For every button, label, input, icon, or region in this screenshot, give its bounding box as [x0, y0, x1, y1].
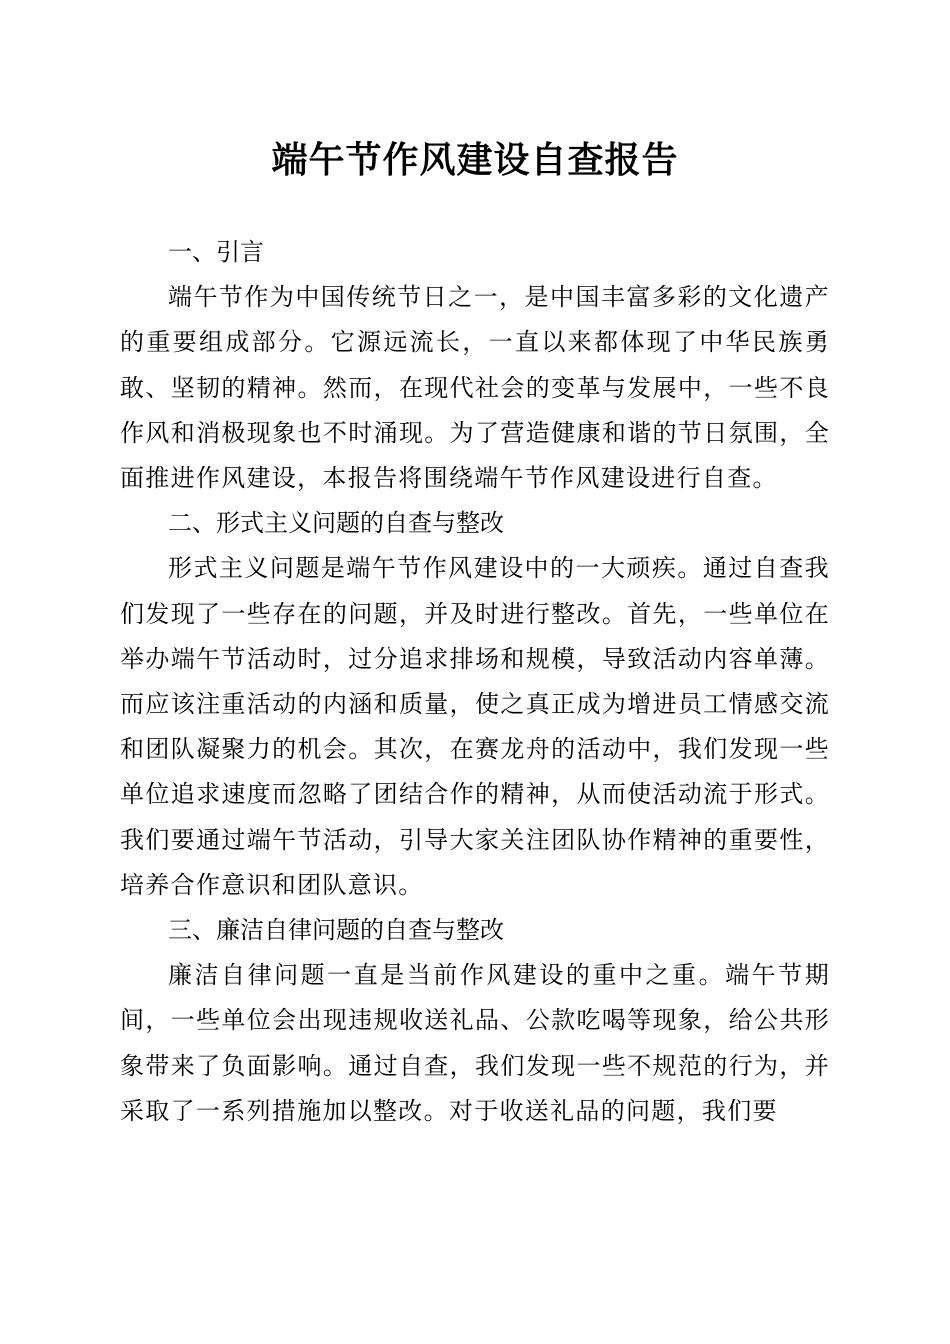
section-paragraph-integrity: 廉洁自律问题一直是当前作风建设的重中之重。端午节期间，一些单位会出现违规收送礼品、公款吃喝等现象，给公共形象带来了负面影响。通过自查，我们发现一些不规范的行为，并采取了一系列措施加以整改。对于收送礼品的问题，我们要 [120, 961, 830, 1125]
document-title: 端午节作风建设自查报告 [271, 139, 679, 181]
section-heading-introduction: 一、引言 [168, 238, 264, 266]
section-heading-integrity: 三、廉洁自律问题的自查与整改 [168, 916, 504, 945]
document-body [120, 230, 830, 1134]
section-heading-formalism: 二、形式主义问题的自查与整改 [168, 509, 504, 538]
section-paragraph-formalism: 形式主义问题是端午节作风建设中的一大顽疾。通过自查我们发现了一些存在的问题，并及时进行整改。首先，一些单位在举办端午节活动时，过分追求排场和规模，导致活动内容单薄。而应该注重活动的内涵和质量，使之真正成为增进员工情感交流和团队凝聚力的机会。其次，在赛龙舟的活动中，我们发现一些单位追求速度而忽略了团结合作的精神，从而使活动流于形式。我们要通过端午节活动，引导大家关注团队协作精神的重要性，培养合作意识和团队意识。 [120, 554, 830, 899]
section-paragraph-introduction: 端午节作为中国传统节日之一，是中国丰富多彩的文化遗产的重要组成部分。它源远流长，一直以来都体现了中华民族勇敢、坚韧的精神。然而，在现代社会的变革与发展中，一些不良作风和消极现象也不时涌现。为了营造健康和谐的节日氛围，全面推进作风建设，本报告将围绕端午节作风建设进行自查。 [120, 283, 830, 493]
